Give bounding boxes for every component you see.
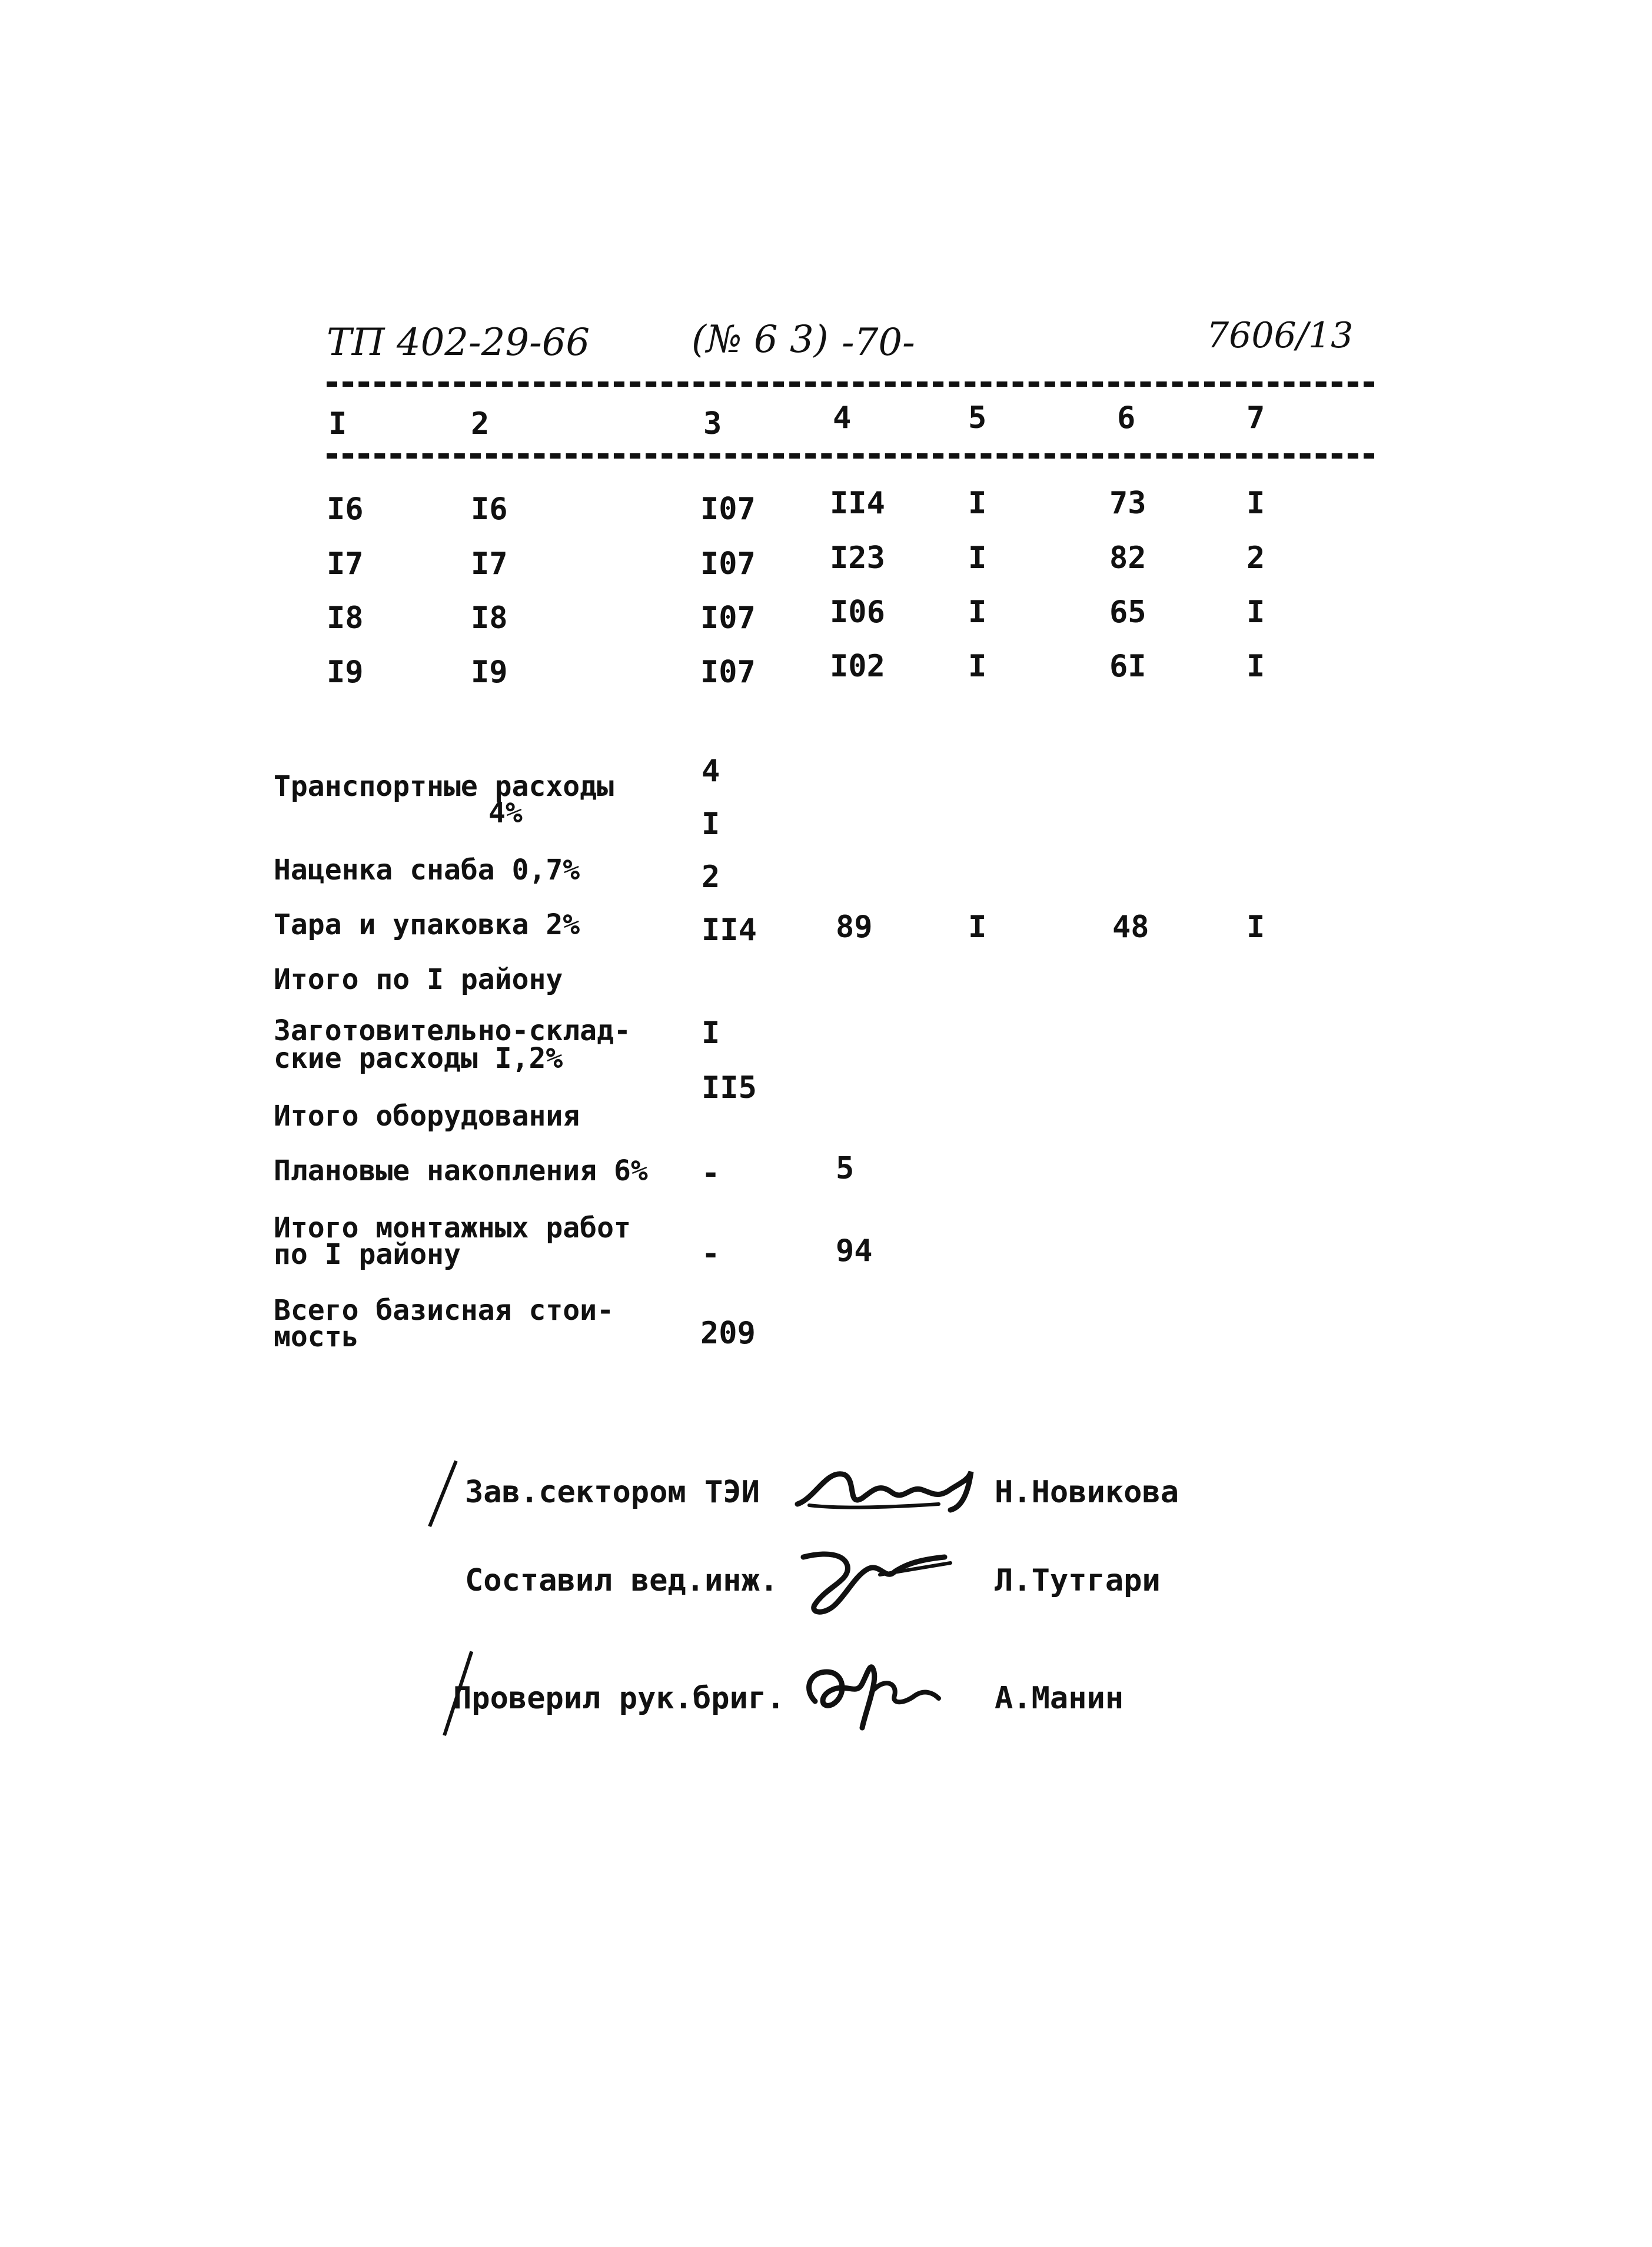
table-cell: I [968,595,987,630]
summary-label-total-installation-2: по I району [274,1238,461,1271]
summary-label-total-region: Итого по I району [274,963,563,996]
summary-value-packaging-4: 89 [836,910,873,945]
table-cell: I7 [471,546,508,582]
table-cell: I07 [700,546,756,582]
table-cell: I [1247,595,1265,630]
summary-value-total-base-cost: 209 [700,1316,756,1351]
summary-label-markup: Наценка снаба 0,7% [274,854,580,887]
handwritten-signature-2 [792,1539,956,1622]
summary-value-packaging-3: II4 [702,912,757,948]
header-rule-top [327,381,1374,387]
signature-role-3: Проверил рук.бриг. [453,1681,785,1716]
table-cell: I07 [700,655,756,690]
handwritten-signature-1 [792,1457,980,1522]
sheet-ref: 7606/13 [1206,315,1354,356]
table-cell: 73 [1109,486,1146,521]
table-cell: I8 [327,600,364,636]
col-header-7: 7 [1247,400,1265,436]
table-cell: I02 [830,649,885,684]
summary-label-total-equipment: Итого оборудования [274,1100,580,1133]
summary-value-markup: 2 [702,859,720,895]
summary-value-procurement: I [702,1015,720,1051]
table-cell: I23 [830,540,885,576]
summary-value-planned-savings-4: 5 [836,1151,855,1186]
handwritten-signature-3 [792,1648,945,1737]
summary-value-total-installation-4: 94 [836,1233,873,1269]
table-cell: 2 [1247,540,1265,576]
table-cell: 6I [1109,649,1146,684]
signature-role-1: Зав.сектором ТЭИ [465,1475,760,1510]
table-cell: I07 [700,600,756,636]
table-cell: I9 [471,655,508,690]
signature-name-3: А.Манин [995,1681,1124,1716]
col-header-6: 6 [1117,400,1136,436]
signature-name-1: Н.Новикова [995,1475,1179,1510]
table-cell: I07 [700,492,756,527]
summary-value-total-equipment: II5 [702,1070,757,1106]
table-cell: I [968,486,987,521]
col-header-5: 5 [968,400,987,436]
summary-label-total-base-cost-2: мость [274,1320,359,1353]
table-cell: I [968,540,987,576]
table-cell: I [1247,486,1265,521]
summary-label-transport-rate: 4% [488,796,523,829]
col-header-2: 2 [471,406,490,442]
table-cell: I6 [471,492,508,527]
page-number: -70- [842,321,915,364]
col-header-1: I [328,406,347,442]
table-cell: I06 [830,595,885,630]
table-cell: II4 [830,486,885,521]
table-cell: 65 [1109,595,1146,630]
doc-code: ТП 402-29-66 [327,321,590,364]
summary-value-packaging-5: I [968,910,987,945]
table-cell: I8 [471,600,508,636]
summary-label-procurement-2: ские расходы I,2% [274,1042,563,1075]
signature-name-2: Л.Тутгари [995,1563,1161,1598]
summary-value-packaging-7: I [1247,910,1265,945]
table-cell: 82 [1109,540,1146,576]
summary-value-transport-a: 4 [702,754,720,789]
summary-label-transport: Транспортные расходы [274,770,614,803]
summary-label-planned-savings: Плановые накопления 6% [274,1154,648,1187]
table-cell: I7 [327,546,364,582]
summary-value-packaging-6: 48 [1112,910,1149,945]
summary-label-total-base-cost-1: Всего базисная стои- [274,1294,614,1327]
section-number: (№ 6 3) [692,318,829,361]
summary-value-transport-b: I [702,806,720,842]
summary-value-total-installation-3: - [702,1236,720,1272]
col-header-4: 4 [833,400,852,436]
signature-role-2: Составил вед.инж. [465,1563,779,1598]
col-header-3: 3 [703,406,722,442]
table-cell: I [968,649,987,684]
summary-value-planned-savings-3: - [702,1156,720,1191]
table-cell: I6 [327,492,364,527]
header-rule-bottom [327,453,1374,459]
summary-label-procurement-1: Заготовительно-склад- [274,1014,631,1047]
check-mark-1 [428,1461,458,1528]
summary-label-packaging: Тара и упаковка 2% [274,908,580,941]
summary-label-total-installation-1: Итого монтажных работ [274,1212,631,1244]
table-cell: I [1247,649,1265,684]
table-cell: I9 [327,655,364,690]
